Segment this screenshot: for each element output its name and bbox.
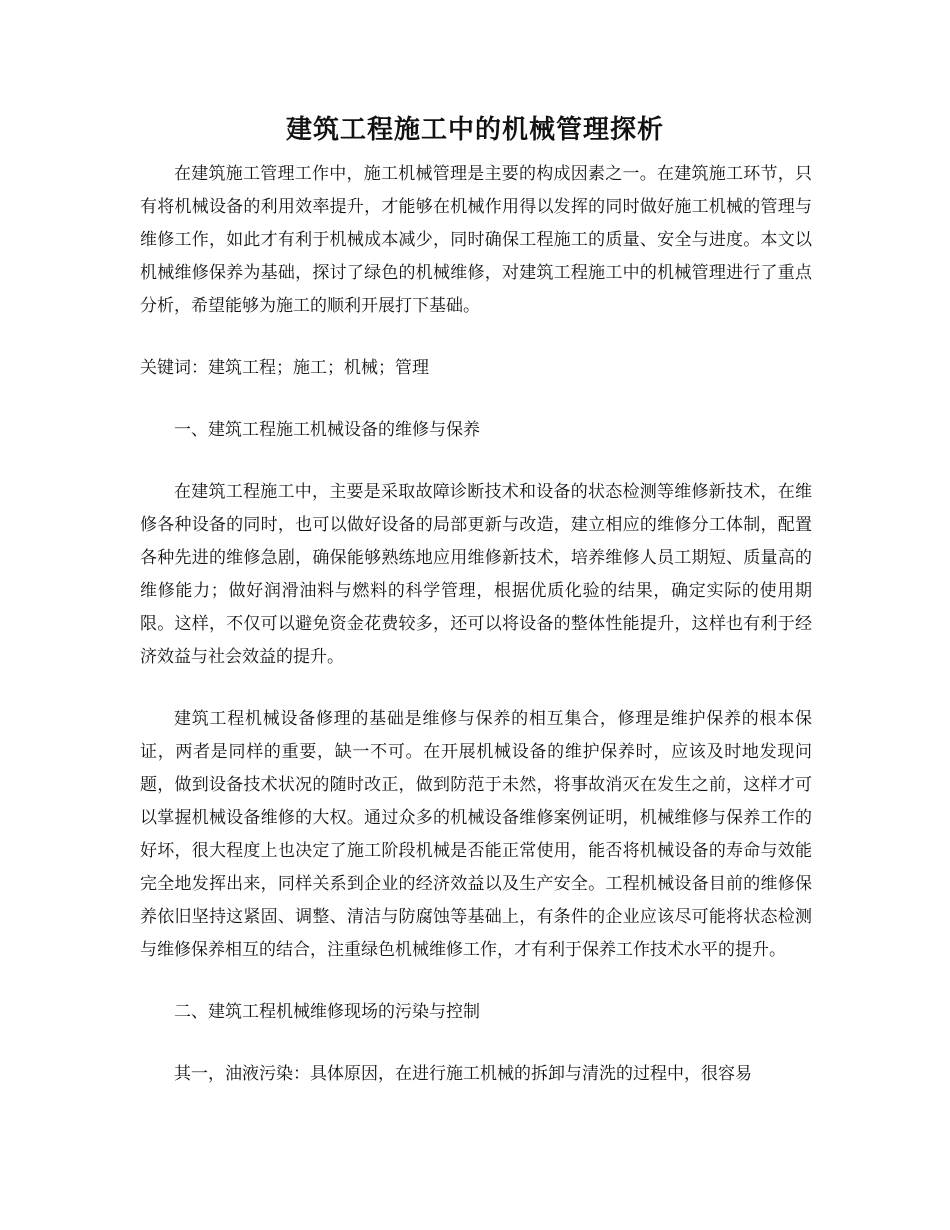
paragraph-gap <box>140 323 812 352</box>
section-heading-2: 二、建筑工程机械维修现场的污染与控制 <box>174 1002 480 1022</box>
paragraph-gap <box>140 385 812 414</box>
paragraph-gap <box>140 967 812 996</box>
section1-paragraph-2: 建筑工程机械设备修理的基础是维修与保养的相互集合，修理是维护保养的根本保证，两者是同样的重要，缺一不可。在开展机械设备的维护保养时，应该及时地发现问题，做到设备技术状况的随时改正，做到防范于未然，将事故消灭在发生之前，这样才可以掌握机械设备维修的大权。通过众多的机械设备维修案例证明，机械维修与保养工作的好坏，很大程度上也决定了施工阶段机械是否能正常使用，能否将机械设备的寿命与效能完全地发挥出来，同样关系到企业的经济效益以及生产安全。工程机械设备目前的维修保养依旧坚持这紧固、调整、清洁与防腐蚀等基础上，有条件的企业应该尽可能将状态检测与维修保养相互的结合，注重绿色机械维修工作，才有利于保养工作技术水平的提升。 <box>140 709 812 960</box>
paragraph-gap <box>140 447 812 476</box>
section2-paragraph-1: 其一，油液污染：具体原因，在进行施工机械的拆卸与清洗的过程中，很容易 <box>174 1064 752 1084</box>
section-heading-1: 一、建筑工程施工机械设备的维修与保养 <box>174 420 480 440</box>
document-title: 建筑工程施工中的机械管理探析 <box>285 115 664 145</box>
paragraph-gap <box>140 674 812 703</box>
abstract-paragraph: 在建筑施工管理工作中，施工机械管理是主要的构成因素之一。在建筑施工环节，只有将机械设备的利用效率提升，才能够在机械作用得以发挥的同时做好施工机械的管理与维修工作，如此才有利于机械成本减少，同时确保工程施工的质量、安全与进度。本文以机械维修保养为基础，探讨了绿色的机械维修，对建筑工程施工中的机械管理进行了重点分析，希望能够为施工的顺利开展打下基础。 <box>140 164 812 316</box>
document-body <box>140 158 812 1091</box>
paragraph-gap <box>140 1029 812 1058</box>
section1-paragraph-1: 在建筑工程施工中，主要是采取故障诊断技术和设备的状态检测等维修新技术，在维修各种设备的同时，也可以做好设备的局部更新与改造，建立相应的维修分工体制，配置各种先进的维修急剧，确保能够熟练地应用维修新技术，培养维修人员工期短、质量高的维修能力；做好润滑油料与燃料的科学管理，根据优质化验的结果，确定实际的使用期限。这样，不仅可以避免资金花费较多，还可以将设备的整体性能提升，这样也有利于经济效益与社会效益的提升。 <box>140 482 812 667</box>
keywords-line: 关键词：建筑工程；施工；机械；管理 <box>140 358 429 378</box>
